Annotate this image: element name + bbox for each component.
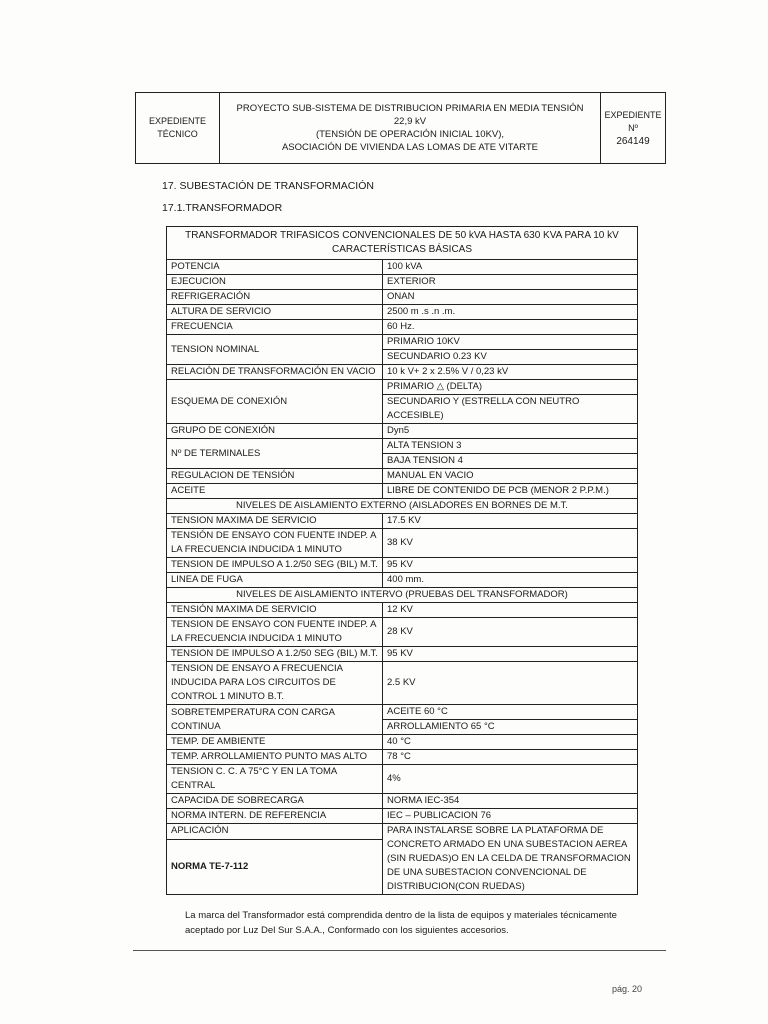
row-label: POTENCIA: [167, 260, 383, 275]
table-row: [167, 260, 638, 275]
expediente-tecnico-label: EXPEDIENTE TÉCNICO: [136, 93, 220, 163]
row-label: TENSIÓN MAXIMA DE SERVICIO: [167, 603, 383, 618]
table-subtitle-text: CARACTERÍSTICAS BÁSICAS: [331, 244, 473, 255]
table-section-row: [167, 588, 638, 603]
row-value: 100 kVA: [383, 260, 638, 275]
row-value: 95 KV: [383, 558, 638, 573]
table-row: [167, 335, 638, 350]
row-value: LIBRE DE CONTENIDO DE PCB (MENOR 2 P.P.M.): [383, 484, 638, 499]
row-value: 2500 m .s .n .m.: [383, 305, 638, 320]
row-label: GRUPO DE CONEXIÓN: [167, 424, 383, 439]
row-label: NORMA INTERN. DE REFERENCIA: [167, 809, 383, 824]
table-row: [167, 618, 638, 647]
table-row: [167, 794, 638, 809]
row-value: 400 mm.: [383, 573, 638, 588]
project-title-line-1: PROYECTO SUB-SISTEMA DE DISTRIBUCION PRIMARIA EN MEDIA TENSIÓN 22,9 kV: [236, 103, 584, 127]
row-value: 17.5 KV: [383, 514, 638, 529]
section-heading-17-1: 17.1.TRANSFORMADOR: [162, 202, 283, 214]
table-row: [167, 558, 638, 573]
row-label: TENSION NOMINAL: [167, 335, 383, 365]
table-row: [167, 765, 638, 794]
row-value: ARROLLAMIENTO 65 °C: [383, 720, 638, 735]
project-title: [220, 93, 601, 163]
row-label: REGULACION DE TENSIÓN: [167, 469, 383, 484]
row-value: 38 KV: [383, 529, 638, 558]
table-title-row: [167, 227, 638, 260]
row-value: SECUNDARIO Y (ESTRELLA CON NEUTRO ACCESIBLE): [383, 395, 638, 424]
row-label: ACEITE: [167, 484, 383, 499]
row-value: MANUAL EN VACIO: [383, 469, 638, 484]
table-row: [167, 290, 638, 305]
row-label: CAPACIDA DE SOBRECARGA: [167, 794, 383, 809]
row-value: EXTERIOR: [383, 275, 638, 290]
row-value: 95 KV: [383, 647, 638, 662]
row-label: TENSION MAXIMA DE SERVICIO: [167, 514, 383, 529]
row-label: REFRIGERACIÓN: [167, 290, 383, 305]
row-value: PRIMARIO 10KV: [383, 335, 638, 350]
row-value: ONAN: [383, 290, 638, 305]
row-value: 28 KV: [383, 618, 638, 647]
table-row: [167, 305, 638, 320]
norma-te-label: NORMA TE-7-112: [167, 839, 383, 894]
row-label: TENSION DE IMPULSO A 1.2/50 SEG (BIL) M.T.: [167, 558, 383, 573]
table-title-text: TRANSFORMADOR TRIFASICOS CONVENCIONALES DE 50 kVA HASTA 630 KVA PARA 10 kV: [185, 230, 619, 241]
table-row: [167, 573, 638, 588]
project-title-line-2: (TENSIÓN DE OPERACIÓN INICIAL 10KV),: [315, 129, 505, 140]
row-label: TENSION DE ENSAYO A FRECUENCIA INDUCIDA PARA LOS CIRCUITOS DE CONTROL 1 MINUTO B.T.: [167, 662, 383, 705]
table-row: [167, 275, 638, 290]
table-row: [167, 735, 638, 750]
row-label: Nº DE TERMINALES: [167, 439, 383, 469]
table-row: [167, 662, 638, 705]
table-section-row: [167, 499, 638, 514]
table-row: [167, 469, 638, 484]
transformer-spec-table: [166, 226, 638, 895]
row-value: 12 KV: [383, 603, 638, 618]
table-row: [167, 365, 638, 380]
row-value: 78 °C: [383, 750, 638, 765]
table-row: [167, 529, 638, 558]
expediente-number-label: EXPEDIENTE Nº: [604, 109, 662, 133]
project-title-line-3: ASOCIACIÓN DE VIVIENDA LAS LOMAS DE ATE VITARTE: [281, 142, 539, 153]
row-label: ESQUEMA DE CONEXIÓN: [167, 380, 383, 424]
table-row: [167, 439, 638, 454]
row-value: ACEITE 60 °C: [383, 705, 638, 720]
row-value: ALTA TENSION 3: [383, 439, 638, 454]
row-label: TEMP. DE AMBIENTE: [167, 735, 383, 750]
row-value: 2.5 KV: [383, 662, 638, 705]
internal-insulation-heading: NIVELES DE AISLAMIENTO INTERVO (PRUEBAS DEL TRANSFORMADOR): [167, 588, 638, 603]
row-label: SOBRETEMPERATURA CON CARGA CONTINUA: [167, 705, 383, 735]
row-value: PARA INSTALARSE SOBRE LA PLATAFORMA DE CONCRETO ARMADO EN UNA SUBESTACION AEREA (SIN RUEDAS)O EN LA CELDA DE TRANSFORMACION DE UNA SUBESTACION CONVENCIONAL DE DISTRIBUCION(CON RUEDAS): [383, 824, 638, 895]
row-value: Dyn5: [383, 424, 638, 439]
row-value: 60 Hz.: [383, 320, 638, 335]
table-row: [167, 647, 638, 662]
table-row: [167, 424, 638, 439]
table-row: [167, 809, 638, 824]
row-value: IEC – PUBLICACION 76: [383, 809, 638, 824]
row-label: FRECUENCIA: [167, 320, 383, 335]
section-heading-17: 17. SUBESTACIÓN DE TRANSFORMACIÓN: [162, 180, 374, 192]
row-value: SECUNDARIO 0.23 KV: [383, 350, 638, 365]
table-row: [167, 705, 638, 720]
row-label: TENSION DE ENSAYO CON FUENTE INDEP. A LA FRECUENCIA INDUCIDA 1 MINUTO: [167, 618, 383, 647]
table-row: [167, 750, 638, 765]
row-label: TENSION C. C. A 75°C Y EN LA TOMA CENTRAL: [167, 765, 383, 794]
row-value: NORMA IEC-354: [383, 794, 638, 809]
row-label: LINEA DE FUGA: [167, 573, 383, 588]
row-value: 40 °C: [383, 735, 638, 750]
row-label: APLICACIÓN: [167, 824, 383, 840]
row-label: RELACIÓN DE TRANSFORMACIÓN EN VACIO: [167, 365, 383, 380]
expediente-number-box: [601, 93, 665, 163]
table-row: [167, 824, 638, 840]
row-value: PRIMARIO △ (DELTA): [383, 380, 638, 395]
table-row: [167, 514, 638, 529]
page-number: pág. 20: [612, 984, 643, 994]
external-insulation-heading: NIVELES DE AISLAMIENTO EXTERNO (AISLADORES EN BORNES DE M.T.: [167, 499, 638, 514]
row-value: 4%: [383, 765, 638, 794]
table-row: [167, 320, 638, 335]
row-value: 10 k V+ 2 x 2.5% V / 0,23 kV: [383, 365, 638, 380]
page-divider: [133, 950, 666, 951]
table-title: [167, 227, 638, 260]
row-label: ALTURA DE SERVICIO: [167, 305, 383, 320]
table-row: [167, 380, 638, 395]
footnote-paragraph: La marca del Transformador está comprendida dentro de la lista de equipos y materiales técnicamente aceptado por Luz Del Sur S.A.A., Conformado con los siguientes accesorios.: [185, 910, 617, 936]
row-label: EJECUCION: [167, 275, 383, 290]
table-row: [167, 484, 638, 499]
expediente-number: 264149: [616, 135, 650, 147]
table-row: [167, 603, 638, 618]
document-header: [135, 92, 666, 164]
row-label: TENSIÓN DE ENSAYO CON FUENTE INDEP. A LA FRECUENCIA INDUCIDA 1 MINUTO: [167, 529, 383, 558]
row-value: BAJA TENSION 4: [383, 454, 638, 469]
row-label: TEMP. ARROLLAMIENTO PUNTO MAS ALTO: [167, 750, 383, 765]
row-label: TENSION DE IMPULSO A 1.2/50 SEG (BIL) M.T.: [167, 647, 383, 662]
